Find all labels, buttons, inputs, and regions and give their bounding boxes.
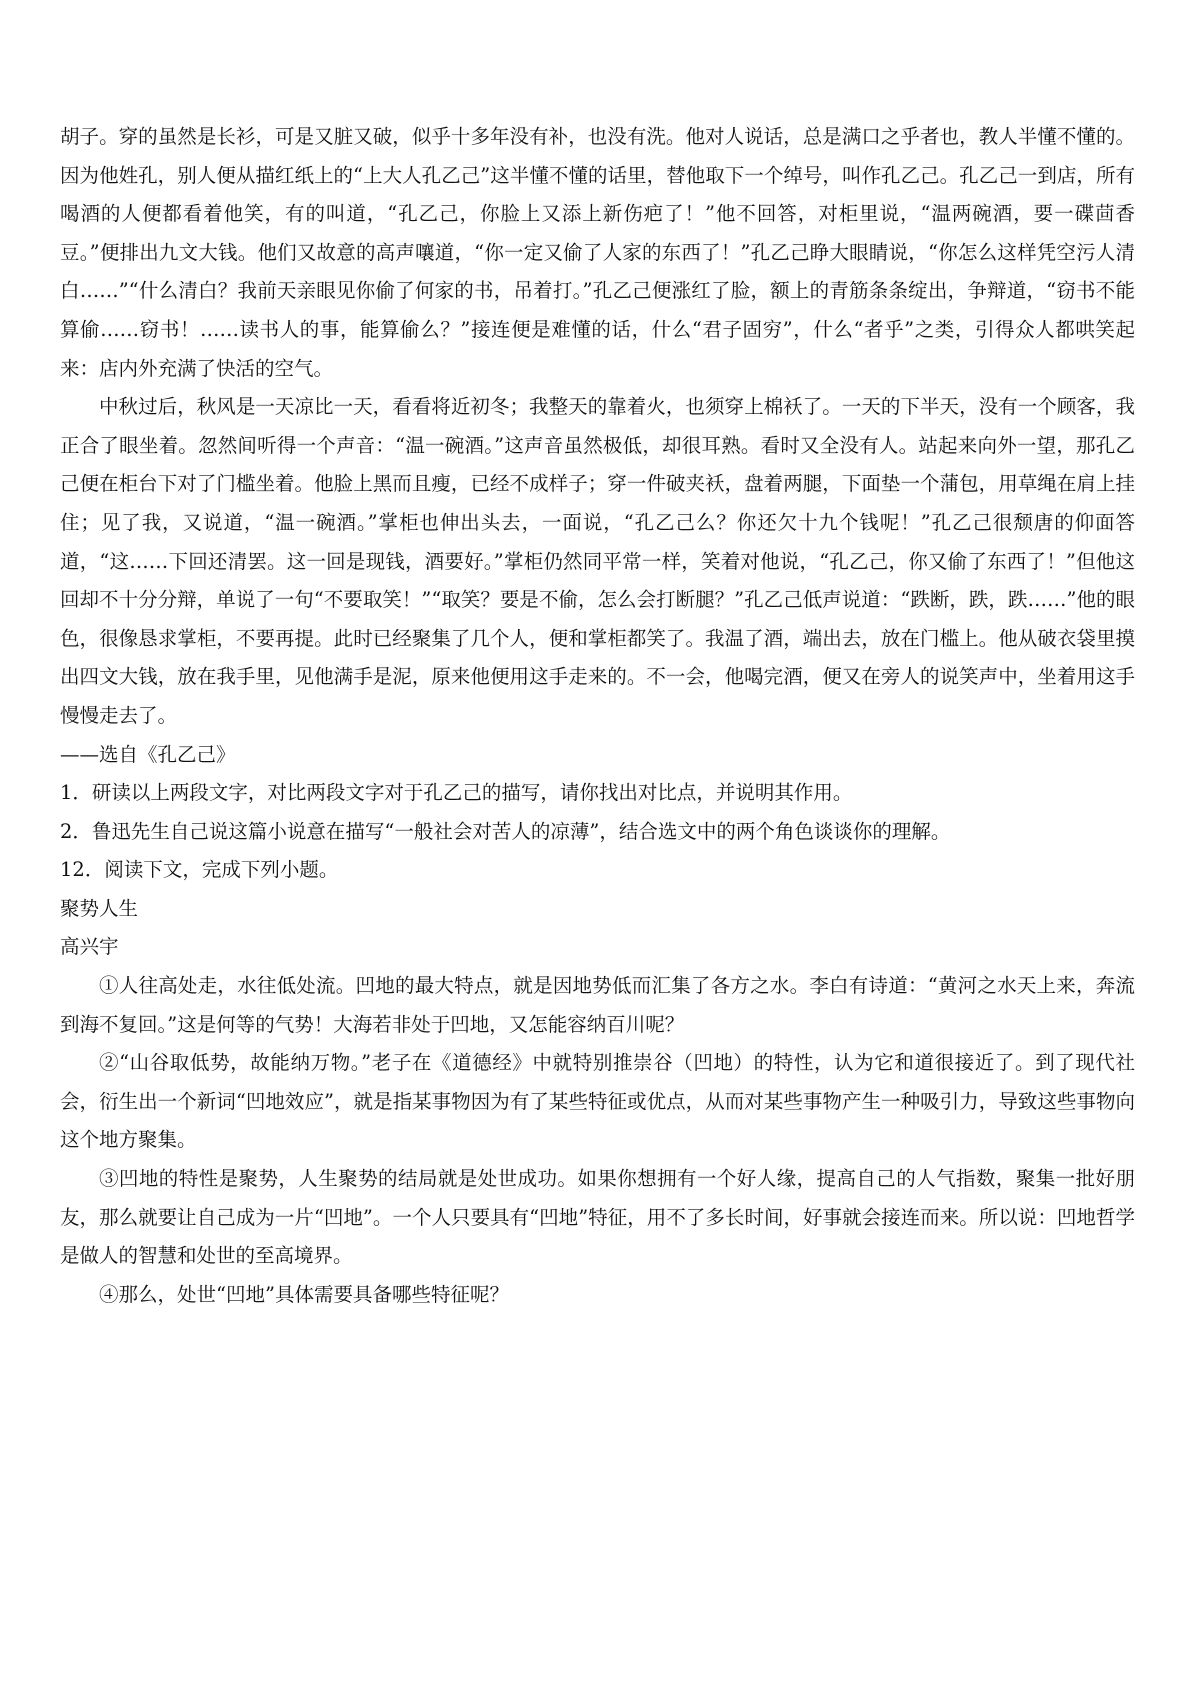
passage1-paragraph-a: 胡子。穿的虽然是长衫，可是又脏又破，似乎十多年没有补，也没有洗。他对人说话，总是满口之乎者也，教人半懂不懂的。因为他姓孔，别人便从描红纸上的“上大人孔乙己”这半懂不懂的话里，替他取下一个绰号，叫作孔乙己。孔乙己一到店，所有喝酒的人便都看着他笑，有的叫道，“孔乙己，你脸上又添上新伤疤了！”他不回答，对柜里说，“温两碗酒，要一碟茴香豆。”便排出九文大钱。他们又故意的高声嚷道，“你一定又偷了人家的东西了！”孔乙己睁大眼睛说，“你怎么这样凭空污人清白……”“什么清白？我前天亲眼见你偷了何家的书，吊着打。”孔乙己便涨红了脸，额上的青筋条条绽出，争辩道，“窃书不能算偷……窃书！……读书人的事，能算偷么？”接连便是难懂的话，什么“君子固穷”，什么“者乎”之类，引得众人都哄笑起来：店内外充满了快活的空气。 xyxy=(60,125,1135,380)
article-author: 高兴宇 xyxy=(60,935,119,959)
question-1: 1．研读以上两段文字，对比两段文字对于孔乙己的描写，请你找出对比点，并说明其作用。 xyxy=(60,781,853,805)
article-title: 聚势人生 xyxy=(60,896,139,920)
question-2: 2．鲁迅先生自己说这篇小说意在描写“一般社会对苦人的凉薄”，结合选文中的两个角色谈谈你的理解。 xyxy=(60,819,951,843)
question-12-heading: 12．阅读下文，完成下列小题。 xyxy=(60,858,339,882)
document-body xyxy=(60,118,1135,1314)
article-paragraph-4: ④那么，处世“凹地”具体需要具备哪些特征呢？ xyxy=(99,1282,509,1306)
article-paragraph-1: ①人往高处走，水往低处流。凹地的最大特点，就是因地势低而汇集了各方之水。李白有诗道：“黄河之水天上来，奔流到海不复回。”这是何等的气势！大海若非处于凹地，又怎能容纳百川呢？ xyxy=(60,974,1135,1036)
passage1-source: ——选自《孔乙己》 xyxy=(60,742,236,766)
passage1-paragraph-b: 中秋过后，秋风是一天凉比一天，看看将近初冬；我整天的靠着火，也须穿上棉袄了。一天的下半天，没有一个顾客，我正合了眼坐着。忽然间听得一个声音：“温一碗酒。”这声音虽然极低，却很耳熟。看时又全没有人。站起来向外一望，那孔乙己便在柜台下对了门槛坐着。他脸上黑而且瘦，已经不成样子；穿一件破夹袄，盘着两腿，下面垫一个蒲包，用草绳在肩上挂住；见了我，又说道，“温一碗酒。”掌柜也伸出头去，一面说，“孔乙己么？你还欠十九个钱呢！”孔乙己很颓唐的仰面答道，“这……下回还清罢。这一回是现钱，酒要好。”掌柜仍然同平常一样，笑着对他说，“孔乙己，你又偷了东西了！”但他这回却不十分分辩，单说了一句“不要取笑！”“取笑？要是不偷，怎么会打断腿？”孔乙己低声说道：“跌断，跌，跌……”他的眼色，很像恳求掌柜，不要再提。此时已经聚集了几个人，便和掌柜都笑了。我温了酒，端出去，放在门槛上。他从破衣袋里摸出四文大钱，放在我手里，见他满手是泥，原来他便用这手走来的。不一会，他喝完酒，便又在旁人的说笑声中，坐着用这手慢慢走去了。 xyxy=(60,395,1135,727)
article-paragraph-3: ③凹地的特性是聚势，人生聚势的结局就是处世成功。如果你想拥有一个好人缘，提高自己的人气指数，聚集一批好朋友，那么就要让自己成为一片“凹地”。一个人只要具有“凹地”特征，用不了多长时间，好事就会接连而来。所以说：凹地哲学是做人的智慧和处世的至高境界。 xyxy=(60,1167,1135,1268)
article-paragraph-2: ②“山谷取低势，故能纳万物。”老子在《道德经》中就特别推崇谷（凹地）的特性，认为它和道很接近了。到了现代社会，衍生出一个新词“凹地效应”，就是指某事物因为有了某些特征或优点，从而对某些事物产生一种吸引力，导致这些事物向这个地方聚集。 xyxy=(60,1051,1135,1152)
